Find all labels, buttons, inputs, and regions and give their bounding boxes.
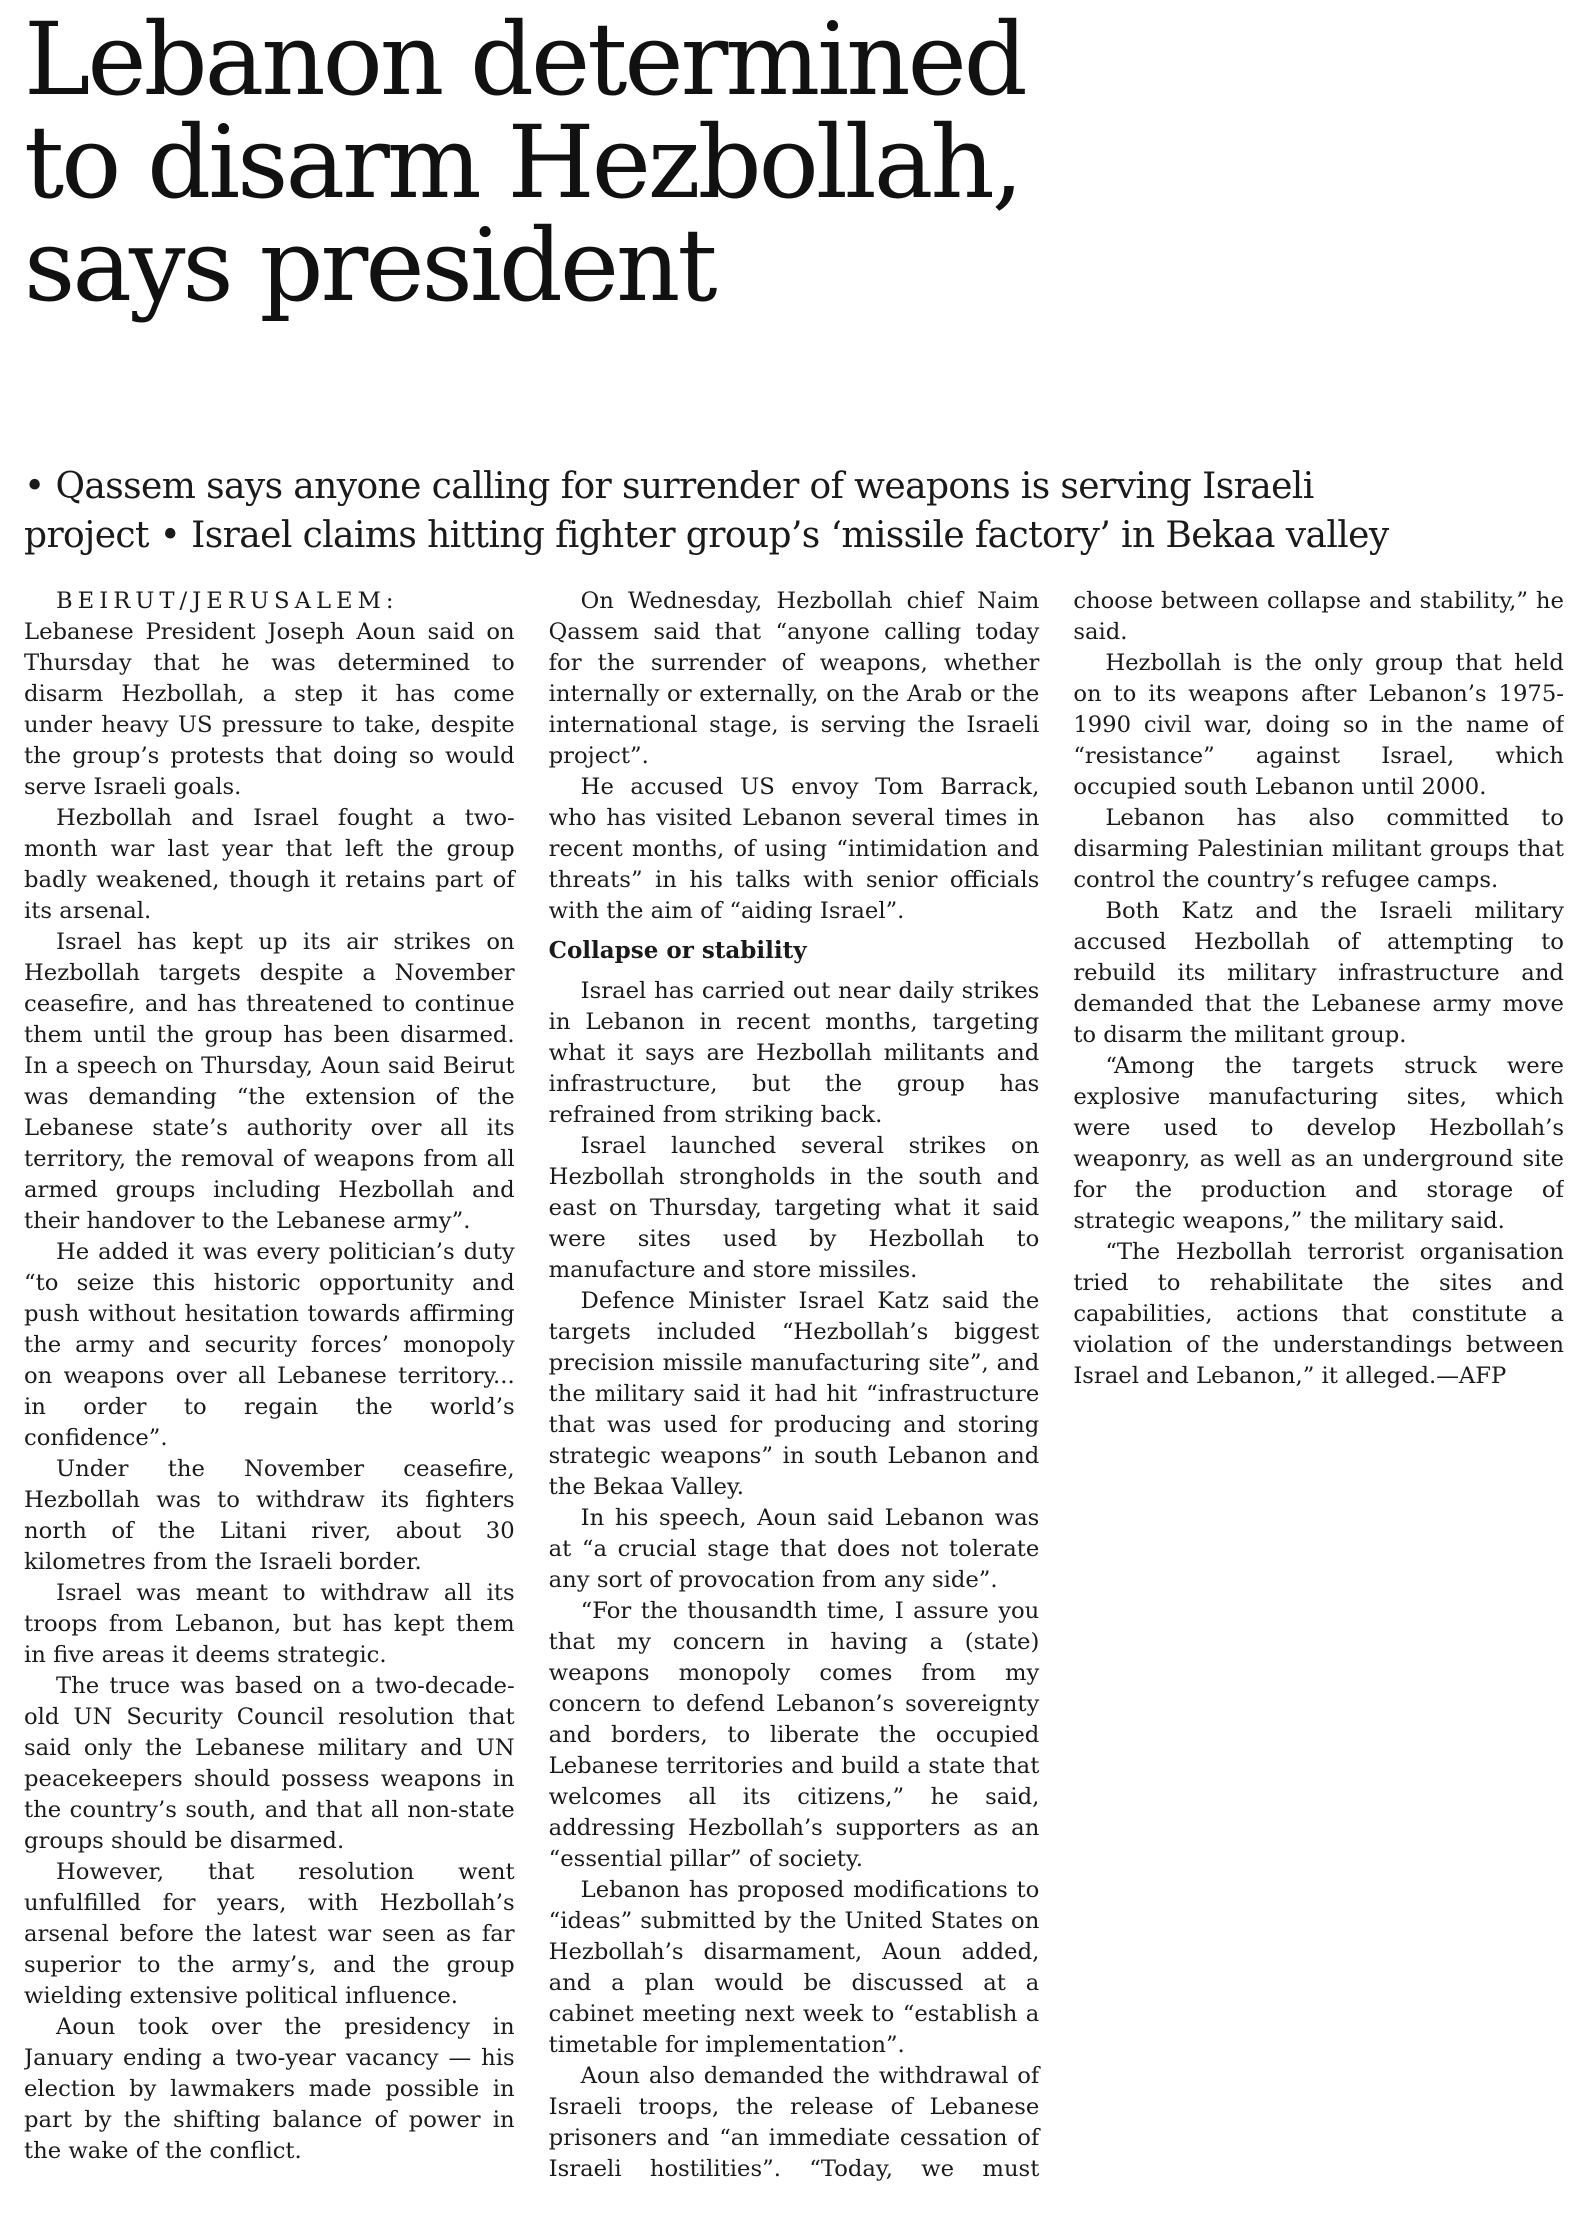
- body-paragraph: Lebanon has also committed to disarming Palestinian militant groups that control the country’s refugee camps.: [1073, 805, 1564, 893]
- body-paragraph: Aoun also demanded the withdrawal of Israeli troops, the release of Lebanese prisoners and “an immediate cessation of Israeli hostilities”. “Today, we must choose between collapse and stability,” he said.: [548, 588, 1564, 2182]
- headline-line-1: Lebanon determined: [24, 1, 1025, 118]
- strapline: [24, 462, 1564, 560]
- body-paragraph: Hezbollah is the only group that held on to its weapons after Lebanon’s 1975-1990 civil war, doing so in the name of “resistance” against Israel, which occupied south Lebanon until 2000.: [1073, 650, 1564, 800]
- headline: [24, 1, 1564, 324]
- headline-line-2: to disarm Hezbollah,: [24, 104, 1021, 221]
- body-paragraph: Aoun took over the presidency in January ending a two-year vacancy — his election by lawmakers made possible in part by the shifting balance of power in the wake of the conflict.: [24, 2014, 515, 2164]
- body-paragraph: Israel was meant to withdraw all its troops from Lebanon, but has kept them in five areas it deems strategic.: [24, 1580, 515, 1668]
- strapline-line-2: project • Israel claims hitting fighter group’s ‘missile factory’ in Bekaa valley: [24, 515, 1389, 556]
- body-paragraph: In his speech, Aoun said Lebanon was at “a crucial stage that does not tolerate any sort of provocation from any side”.: [548, 1505, 1040, 1593]
- dateline: BEIRUT/JERUSALEM:: [56, 588, 399, 614]
- body-paragraph: He added it was every politician’s duty “to seize this historic opportunity and push without hesitation towards affirming the army and security forces’ monopoly on weapons over all Lebanese territory... in order to regain the world’s confidence”.: [24, 1239, 515, 1451]
- body-paragraph: He accused US envoy Tom Barrack, who has visited Lebanon several times in recent months, of using “intimidation and threats” in his talks with senior officials with the aim of “aiding Israel”.: [548, 774, 1040, 924]
- body-paragraph: Hezbollah and Israel fought a two-month war last year that left the group badly weakened, though it retains part of its arsenal.: [24, 805, 515, 924]
- body-paragraph: Lebanon has proposed modifications to “ideas” submitted by the United States on Hezbollah’s disarmament, Aoun added, and a plan would be discussed at a cabinet meeting next week to “establish a timetable for implementation”.: [548, 1877, 1040, 2058]
- body-paragraph: On Wednesday, Hezbollah chief Naim Qassem said that “anyone calling today for the surrender of weapons, whether internally or externally, on the Arab or the international stage, is serving the Israeli project”.: [548, 588, 1040, 769]
- body-paragraph: Defence Minister Israel Katz said the targets included “Hezbollah’s biggest precision missile manufacturing site”, and the military said it had hit “infrastructure that was used for producing and storing strategic weapons” in south Lebanon and the Bekaa Valley.: [548, 1288, 1040, 1500]
- body-paragraph: However, that resolution went unfulfilled for years, with Hezbollah’s arsenal before the latest war seen as far superior to the army’s, and the group wielding extensive political influence.: [24, 1859, 515, 2009]
- subheading: Collapse or stability: [548, 937, 807, 964]
- body-paragraph: Israel has kept up its air strikes on Hezbollah targets despite a November ceasefire, and has threatened to continue them until the group has been disarmed. In a speech on Thursday, Aoun said Beirut was demanding “the extension of the Lebanese state’s authority over all its territory, the removal of weapons from all armed groups including Hezbollah and their handover to the Lebanese army”.: [24, 929, 515, 1234]
- body-paragraph: “For the thousandth time, I assure you that my concern in having a (state) weapons monopoly comes from my concern to defend Lebanon’s sovereignty and borders, to liberate the occupied Lebanese territories and build a state that welcomes all its citizens,” he said, addressing Hezbollah’s supporters as an “essential pillar” of society.: [548, 1598, 1040, 1872]
- body-paragraph: The truce was based on a two-decade-old UN Security Council resolution that said only the Lebanese military and UN peacekeepers should possess weapons in the country’s south, and that all non-state groups should be disarmed.: [24, 1673, 515, 1854]
- body-paragraph: “Among the targets struck were explosive manufacturing sites, which were used to develop Hezbollah’s weaponry, as well as an underground site for the production and storage of strategic weapons,” the military said.: [1073, 1053, 1564, 1234]
- article-body: [24, 586, 1564, 2211]
- strapline-line-1: • Qassem says anyone calling for surrender of weapons is serving Israeli: [24, 466, 1314, 507]
- body-paragraph: Israel has carried out near daily strikes in Lebanon in recent months, targeting what it says are Hezbollah militants and infrastructure, but the group has refrained from striking back.: [548, 978, 1040, 1128]
- body-paragraph: Both Katz and the Israeli military accused Hezbollah of attempting to rebuild its military infrastructure and demanded that the Lebanese army move to disarm the militant group.: [1073, 898, 1564, 1048]
- body-paragraph: Under the November ceasefire, Hezbollah was to withdraw its fighters north of the Litani river, about 30 kilometres from the Israeli border.: [24, 1456, 515, 1575]
- body-paragraph: BEIRUT/JERUSALEM: Lebanese President Joseph Aoun said on Thursday that he was determined to disarm Hezbollah, a step it has come under heavy US pressure to take, despite the group’s protests that doing so would serve Israeli goals.: [24, 588, 515, 800]
- body-paragraph: Israel launched several strikes on Hezbollah strongholds in the south and east on Thursday, targeting what it said were sites used by Hezbollah to manufacture and store missiles.: [548, 1133, 1040, 1283]
- body-paragraph: “The Hezbollah terrorist organisation tried to rehabilitate the sites and capabilities, actions that constitute a violation of the understandings between Israel and Lebanon,” it alleged.—AFP: [1073, 1239, 1564, 1389]
- headline-line-3: says president: [24, 207, 715, 324]
